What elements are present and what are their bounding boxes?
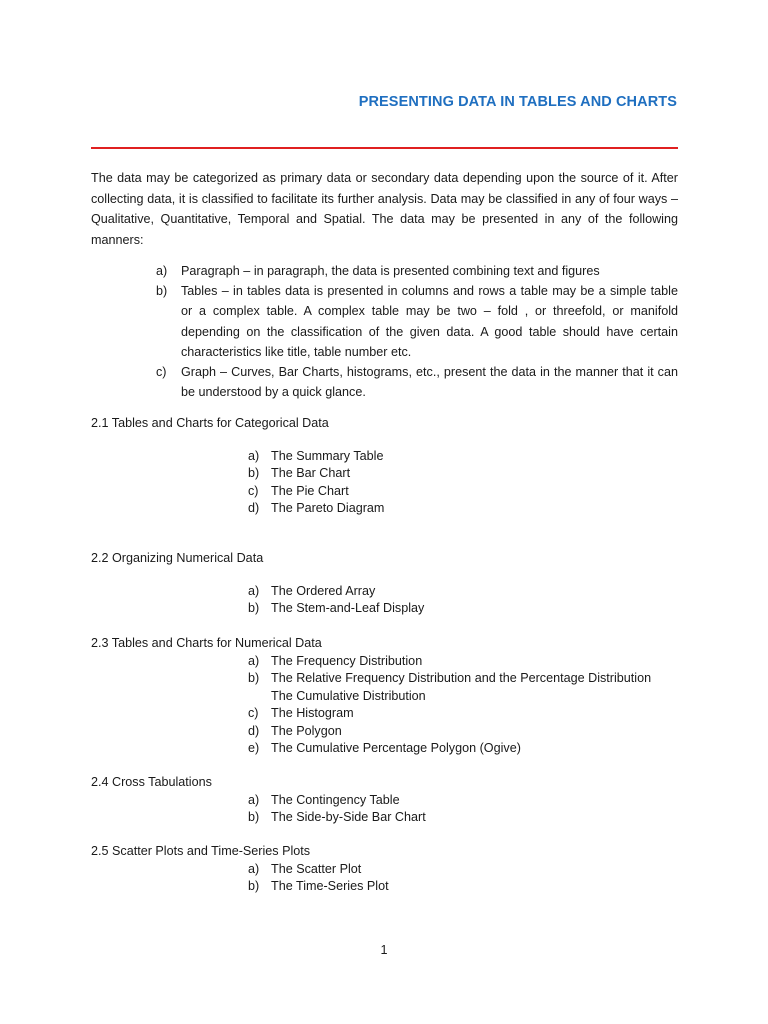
- list-item-letter: b): [156, 284, 168, 299]
- list-item-text: The Stem-and-Leaf Display: [271, 601, 425, 616]
- list-item-letter: a): [248, 793, 260, 807]
- list-item: [248, 583, 424, 600]
- list-item-letter: c): [248, 706, 259, 721]
- list-item-text: The Side-by-Side Bar Chart: [271, 810, 426, 825]
- list-item: [156, 261, 678, 281]
- list-item: [156, 281, 678, 362]
- list-item-text: The Pareto Diagram: [271, 501, 385, 516]
- intro-paragraph: The data may be categorized as primary data or secondary data depending upon the source of it. After collecting data, it is classified to facilitate its further analysis. Data may be classified in any of four ways – Qualitative, Quantitative, Temporal and Spatial. The data may be presented in any of the following manners:: [91, 171, 678, 247]
- section-heading: 2.2 Organizing Numerical Data: [91, 551, 264, 565]
- section-heading: 2.5 Scatter Plots and Time-Series Plots: [91, 844, 311, 858]
- list-item-text: The Bar Chart: [271, 466, 351, 481]
- presentation-manners-list: [156, 261, 678, 402]
- list-item-letter: c): [248, 483, 259, 498]
- section-list: [248, 792, 426, 827]
- list-item: [248, 740, 651, 757]
- section-heading: 2.1 Tables and Charts for Categorical Data: [91, 416, 329, 430]
- list-item-text: The Summary Table: [271, 449, 384, 463]
- list-item-letter: a): [248, 862, 260, 876]
- list-item-letter: a): [248, 449, 260, 463]
- list-item-text: Graph – Curves, Bar Charts, histograms, etc., present the data in the manner that it can be understood by a quick glance.: [181, 365, 678, 400]
- section-heading: 2.4 Cross Tabulations: [91, 775, 212, 789]
- section-list: [248, 861, 389, 896]
- list-item-letter: d): [248, 501, 260, 516]
- list-item: [156, 362, 678, 402]
- section-list: [248, 448, 384, 518]
- list-item: [248, 861, 389, 878]
- page-number: 1: [380, 943, 388, 957]
- list-item-letter: b): [248, 810, 260, 825]
- list-item: [248, 448, 384, 465]
- list-item: [248, 705, 651, 722]
- section-list: [248, 583, 424, 618]
- list-item: [248, 723, 651, 740]
- list-item-text: The Scatter Plot: [271, 862, 362, 876]
- list-item-text: The Ordered Array: [271, 584, 376, 598]
- list-item: [248, 792, 426, 809]
- list-item-letter: b): [248, 671, 260, 686]
- list-item: [248, 809, 426, 826]
- list-item: [248, 500, 384, 517]
- list-item-letter: a): [248, 654, 260, 668]
- list-item-text: The Contingency Table: [271, 793, 400, 807]
- list-item-text: The Time-Series Plot: [271, 879, 389, 894]
- list-item: [248, 483, 384, 500]
- list-item-letter: e): [248, 741, 260, 756]
- list-item-text: The Polygon: [271, 723, 342, 738]
- list-item-letter: b): [248, 879, 260, 894]
- list-item-text: The Relative Frequency Distribution and the Percentage Distribution: [271, 671, 652, 686]
- title-divider: [91, 147, 678, 149]
- list-item: [248, 465, 384, 482]
- list-item-text: The Pie Chart: [271, 483, 349, 498]
- page-title: PRESENTING DATA IN TABLES AND CHARTS: [358, 94, 677, 110]
- section-list: [248, 653, 651, 757]
- list-item-letter: d): [248, 723, 260, 738]
- list-item: [248, 688, 651, 705]
- list-item-text: The Cumulative Percentage Polygon (Ogive): [271, 741, 521, 756]
- list-item-letter: b): [248, 466, 260, 481]
- list-item-text: The Histogram: [271, 706, 354, 721]
- list-item-letter: a): [248, 584, 260, 598]
- list-item-text: The Cumulative Distribution: [271, 688, 426, 703]
- list-item: [248, 653, 651, 670]
- list-item-letter: b): [248, 601, 260, 616]
- list-item: [248, 878, 389, 895]
- section-heading: 2.3 Tables and Charts for Numerical Data: [91, 636, 322, 650]
- list-item-text: The Frequency Distribution: [271, 654, 423, 668]
- list-item-letter: [248, 688, 271, 705]
- list-item: [248, 670, 651, 687]
- list-item-text: Paragraph – in paragraph, the data is presented combining text and figures: [181, 264, 600, 278]
- list-item-text: Tables – in tables data is presented in columns and rows a table may be a simple table or a complex table. A complex table may be two – fold , or threefold, or manifold depending on the classification of the given data. A good table should have certain characteristics like title, table number etc.: [181, 284, 678, 359]
- list-item-letter: c): [156, 365, 167, 380]
- list-item-letter: a): [156, 264, 168, 278]
- list-item: [248, 600, 424, 617]
